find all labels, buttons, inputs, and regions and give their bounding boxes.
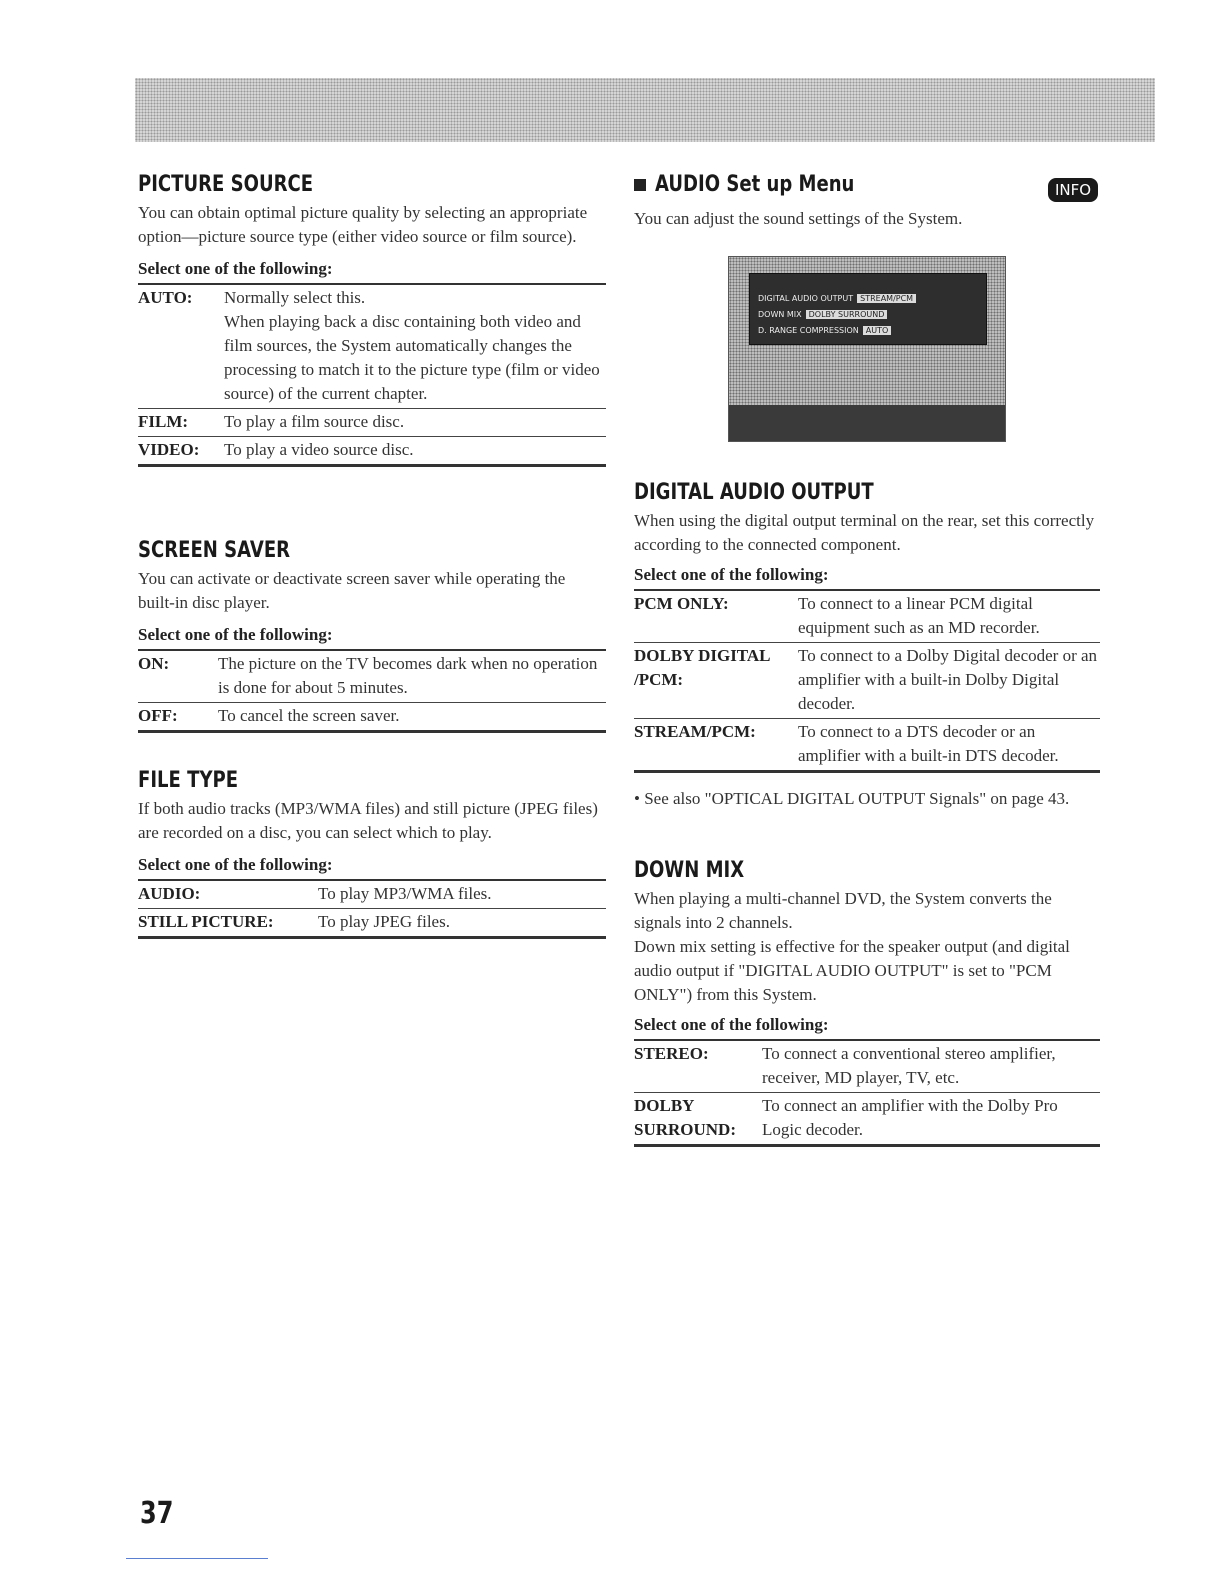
page-number: 37 xyxy=(140,1496,174,1531)
audio-setup-section xyxy=(634,172,1100,231)
option-row xyxy=(138,909,606,938)
screen-saver-section xyxy=(138,538,606,733)
info-badge: INFO xyxy=(1048,178,1098,202)
option-row xyxy=(138,437,606,466)
file-type-intro: If both audio tracks (MP3/WMA files) and still picture (JPEG files) are recorded on a disc, you can select which to play. xyxy=(138,799,598,842)
screen-saver-intro: You can activate or deactivate screen saver while operating the built-in disc player. xyxy=(138,569,566,612)
option-desc: To connect to a linear PCM digital equipment such as an MD recorder. xyxy=(798,594,1040,637)
osd-menu-panel xyxy=(749,273,987,345)
file-type-options xyxy=(138,881,606,939)
osd-row: DIGITAL AUDIO OUTPUT STREAM/PCM xyxy=(758,294,916,305)
audio-menu-screenshot xyxy=(728,256,1006,442)
digital-audio-output-heading: DIGITAL AUDIO OUTPUT xyxy=(634,480,874,505)
option-desc: To cancel the screen saver. xyxy=(218,706,400,725)
option-row xyxy=(138,285,606,409)
digital-audio-output-intro: When using the digital output terminal on the rear, set this correctly according to the connected component. xyxy=(634,511,1095,554)
option-desc: To connect a conventional stereo amplifier, receiver, MD player, TV, etc. xyxy=(762,1044,1056,1087)
down-mix-section xyxy=(634,858,1100,1147)
audio-setup-intro: You can adjust the sound settings of the System. xyxy=(634,209,963,228)
option-row xyxy=(634,1093,1100,1146)
digital-audio-output-section xyxy=(634,480,1100,811)
osd-row: DOWN MIX DOLBY SURROUND xyxy=(758,310,887,321)
header-band xyxy=(135,78,1155,142)
option-desc: To play a video source disc. xyxy=(224,440,414,459)
osd-row: D. RANGE COMPRESSION AUTO xyxy=(758,326,891,337)
option-desc: To connect an amplifier with the Dolby Pro Logic decoder. xyxy=(762,1096,1058,1139)
option-desc: To play MP3/WMA files. xyxy=(318,884,492,903)
option-row xyxy=(138,409,606,437)
option-term: OFF: xyxy=(138,706,178,725)
screen-saver-options xyxy=(138,651,606,733)
option-term: STILL PICTURE: xyxy=(138,912,274,931)
footer-line xyxy=(126,1558,268,1559)
option-term: PCM ONLY: xyxy=(634,594,729,613)
option-term: FILM: xyxy=(138,412,189,431)
option-row xyxy=(138,881,606,909)
option-term: DOLBY DIGITAL /PCM: xyxy=(634,646,771,689)
down-mix-heading: DOWN MIX xyxy=(634,858,745,883)
option-term: AUTO: xyxy=(138,288,193,307)
option-row xyxy=(634,1041,1100,1093)
screen-saver-select-label: Select one of the following: xyxy=(138,623,606,651)
option-desc: The picture on the TV becomes dark when no operation is done for about 5 minutes. xyxy=(218,654,598,697)
audio-setup-heading: AUDIO Set up Menu xyxy=(655,172,855,197)
picture-source-section xyxy=(138,172,606,467)
option-term: STREAM/PCM: xyxy=(634,722,756,741)
down-mix-options xyxy=(634,1041,1100,1147)
screen-saver-heading: SCREEN SAVER xyxy=(138,538,291,563)
optical-note: • See also "OPTICAL DIGITAL OUTPUT Signals" on page 43. xyxy=(634,789,1070,808)
option-row xyxy=(634,643,1100,719)
option-term: DOLBY SURROUND: xyxy=(634,1096,736,1139)
option-term: AUDIO: xyxy=(138,884,201,903)
option-desc: Normally select this. When playing back a disc containing both video and film sources, the System automatically changes the processing to match it to the picture type (film or video source) of the current chapter. xyxy=(224,288,600,403)
picture-source-intro: You can obtain optimal picture quality by selecting an appropriate option—picture source type (either video source or film source). xyxy=(138,203,588,246)
option-desc: To connect to a DTS decoder or an amplifier with a built-in DTS decoder. xyxy=(798,722,1059,765)
audio-setup-title xyxy=(634,172,1100,197)
option-row xyxy=(634,719,1100,772)
square-bullet-icon xyxy=(634,179,646,191)
option-term: STEREO: xyxy=(634,1044,709,1063)
option-row xyxy=(138,703,606,732)
osd-help-bar xyxy=(729,405,1005,441)
option-desc: To play a film source disc. xyxy=(224,412,405,431)
digital-audio-output-select-label: Select one of the following: xyxy=(634,563,1100,591)
option-row xyxy=(634,591,1100,643)
picture-source-heading: PICTURE SOURCE xyxy=(138,172,314,197)
down-mix-select-label: Select one of the following: xyxy=(634,1013,1100,1041)
option-term: ON: xyxy=(138,654,170,673)
down-mix-intro: When playing a multi-channel DVD, the System converts the signals into 2 channels. Down mix setting is effective for the speaker output (and digital audio output if "DIGITAL AUDIO OUTPUT" is set to "PCM ONLY") from this System. xyxy=(634,889,1070,1004)
file-type-select-label: Select one of the following: xyxy=(138,853,606,881)
option-row xyxy=(138,651,606,703)
picture-source-select-label: Select one of the following: xyxy=(138,257,606,285)
file-type-section xyxy=(138,768,606,939)
picture-source-options xyxy=(138,285,606,467)
option-desc: To connect to a Dolby Digital decoder or an amplifier with a built-in Dolby Digital decoder. xyxy=(798,646,1098,713)
option-desc: To play JPEG files. xyxy=(318,912,450,931)
option-term: VIDEO: xyxy=(138,440,200,459)
digital-audio-output-options xyxy=(634,591,1100,773)
file-type-heading: FILE TYPE xyxy=(138,768,239,793)
